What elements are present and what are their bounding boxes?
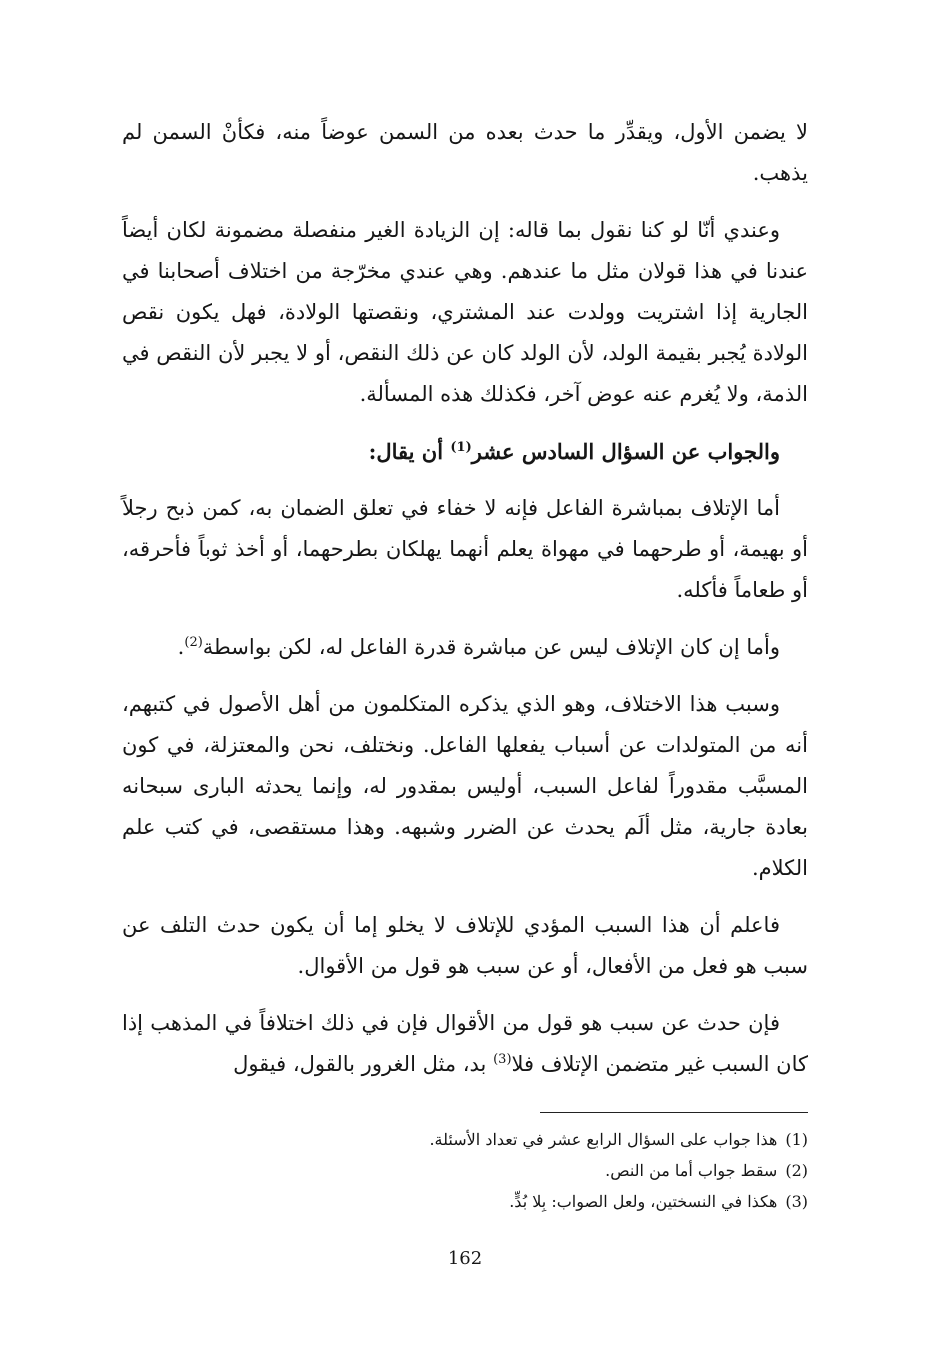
footnote-ref-1: (1) [450,440,472,455]
paragraph-4-text: أما الإتلاف بمباشرة الفاعل فإنه لا خفاء في تعلق الضمان به، كمن ذبح رجلاً أو بهيمة، أو طرحهما في مهواة يعلم أنهما يهلكان بطرحهما، أو أخذ ثوباً فأحرقه، أو طعاماً فأكله. [122,496,808,602]
footnote-number: (2) [785,1161,808,1180]
paragraph-7 [122,905,808,987]
paragraph-6-text: وسبب هذا الاختلاف، وهو الذي يذكره المتكلمون من أهل الأصول في كتبهم، أنه من المتولدات عن أسباب يفعلها الفاعل. ونختلف، نحن والمعتزلة، في كون المسبَّب مقدوراً لفاعل السبب، أوليس بمقدور له، وإنما يحدثه البارى سبحانه بعادة جارية، مثل ألَم يحدث عن الضرر وشبهه. وهذا مستقصى، في كتب علم الكلام. [122,692,808,880]
footnote-number: (1) [785,1130,808,1149]
footnote-text: سقط جواب أما من النص. [605,1161,778,1180]
paragraph-4 [122,488,808,611]
document-page [122,112,808,1302]
footnote-1 [122,1124,808,1155]
paragraph-5 [122,627,808,668]
paragraph-2-text: وعندي أنّا لو كنا نقول بما قاله: إن الزيادة الغير منفصلة مضمونة لكان أيضاً عندنا في هذا قولان مثل ما عندهم. وهي عندي مخرّجة من اختلاف أصحابنا في الجارية إذا اشتريت وولدت عند المشتري، ونقصتها الولادة، فهل يكون نقص الولادة يُجبر بقيمة الولد، لأن الولد كان عن ذلك النقص، أو لا يجبر لأن النقص في الذمة، ولا يُغرم عنه عوض آخر، فكذلك هذه المسألة. [122,218,808,406]
section-heading-text-start: والجواب عن السؤال السادس عشر [471,439,780,464]
page-number: 162 [447,1248,483,1269]
footnote-text: هكذا في النسختين، ولعل الصواب: بِلا بُدٍّ. [509,1192,778,1211]
paragraph-1-text: لا يضمن الأول، ويقدِّر ما حدث بعده من السمن عوضاً منه، فكأنْ السمن لم يذهب. [122,120,808,185]
footnote-ref-2: (2) [184,635,203,650]
paragraph-8-text-end: بد، مثل الغرور بالقول، فيقول [233,1052,494,1076]
footnote-ref-3: (3) [493,1052,512,1067]
section-heading-text-end: أن يقال: [368,439,451,464]
footnote-2 [122,1155,808,1186]
paragraph-6 [122,684,808,889]
footnote-number: (3) [785,1192,808,1211]
footnotes [122,1124,808,1217]
paragraph-8 [122,1003,808,1085]
paragraph-1 [122,112,808,194]
paragraph-5-text-start: وأما إن كان الإتلاف ليس عن مباشرة قدرة الفاعل له، لكن بواسطة [202,635,780,659]
paragraph-7-text: فاعلم أن هذا السبب المؤدي للإتلاف لا يخلو إما أن يكون حدث التلف عن سبب هو فعل من الأفعال، أو عن سبب هو قول من الأقوال. [122,913,808,978]
paragraph-8-text-start: فإن حدث عن سبب هو قول من الأقوال فإن في ذلك اختلافاً في المذهب إذا كان السبب غير متضمن الإتلاف فلا [122,1011,808,1076]
paragraph-5-text-end: . [177,635,185,659]
footnote-separator [540,1112,808,1113]
footnote-3 [122,1186,808,1217]
section-heading [122,431,808,472]
footnote-text: هذا جواب على السؤال الرابع عشر في تعداد الأسئلة. [429,1130,778,1149]
paragraph-2 [122,210,808,415]
